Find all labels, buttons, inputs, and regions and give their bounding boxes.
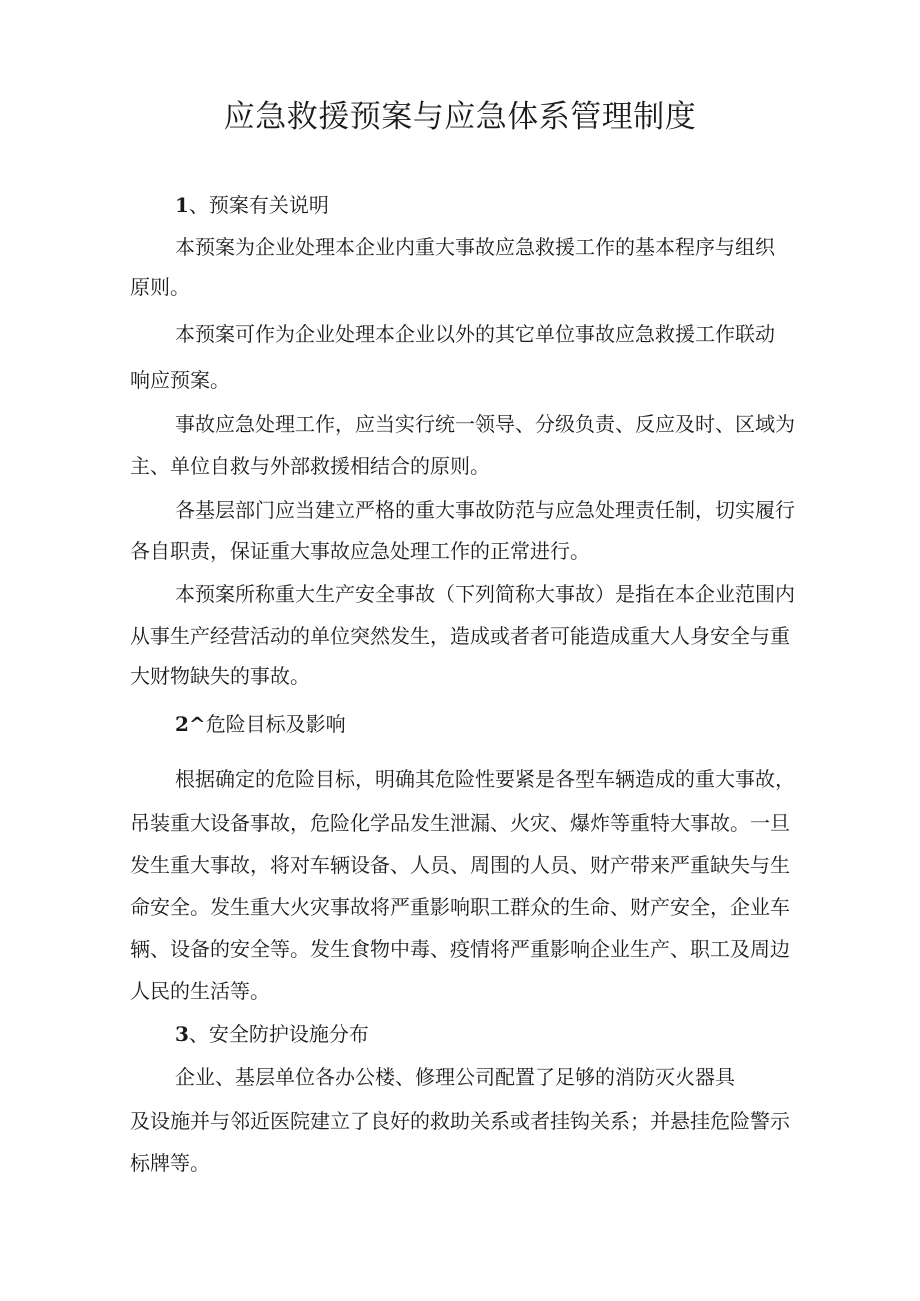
paragraph-line: 各基层部门应当建立严格的重大事故防范与应急处理责任制，切实履行 [175,498,795,522]
paragraph-line: 从事生产经营活动的单位突然发生，造成或者者可能造成重大人身安全与重 [130,624,790,648]
paragraph-line: 原则。 [130,275,190,299]
paragraph-line: 主、单位自救与外部救援相结合的原则。 [130,454,490,478]
paragraph-line: 发生重大事故，将对车辆设备、人员、周围的人员、财产带来严重缺失与生 [130,853,790,877]
section-number: 2^ [175,712,206,736]
paragraph-line: 命安全。发生重大火灾事故将严重影响职工群众的生命、财产安全，企业车 [130,895,790,919]
section-title: 危险目标及影响 [205,712,346,736]
section-heading-2 [175,710,346,738]
paragraph-line: 本预案可作为企业处理本企业以外的其它单位事故应急救援工作联动 [175,322,775,346]
paragraph-line: 企业、基层单位各办公楼、修理公司配置了足够的消防灭火器具 [175,1065,735,1089]
paragraph-line: 根据确定的危险目标，明确其危险性要紧是各型车辆造成的重大事故， [175,767,795,791]
paragraph-line: 标牌等。 [130,1151,210,1175]
paragraph-line: 事故应急处理工作，应当实行统一领导、分级负责、反应及时、区域为 [175,412,795,436]
paragraph-line: 各自职责，保证重大事故应急处理工作的正常进行。 [130,539,590,563]
paragraph-line: 响应预案。 [130,368,230,392]
section-number: 3 [175,1022,189,1046]
paragraph-line: 大财物缺失的事故。 [130,664,310,688]
section-title: 、安全防护设施分布 [188,1022,369,1046]
section-number: 1 [175,193,189,217]
paragraph-line: 本预案所称重大生产安全事故（下列简称大事故）是指在本企业范围内 [175,582,795,606]
section-heading-1 [175,191,329,219]
paragraph-line: 吊装重大设备事故，危险化学品发生泄漏、火灾、爆炸等重特大事故。一旦 [130,811,790,835]
section-title: 、预案有关说明 [188,193,329,217]
paragraph-line: 本预案为企业处理本企业内重大事故应急救援工作的基本程序与组织 [175,235,775,259]
section-heading-3 [175,1020,369,1048]
paragraph-line: 及设施并与邻近医院建立了良好的救助关系或者挂钩关系；并悬挂危险警示 [130,1109,790,1133]
paragraph-line: 辆、设备的安全等。发生食物中毒、疫情将严重影响企业生产、职工及周边 [130,937,790,961]
document-title: 应急救援预案与应急体系管理制度 [223,99,697,135]
paragraph-line: 人民的生活等。 [130,979,270,1003]
